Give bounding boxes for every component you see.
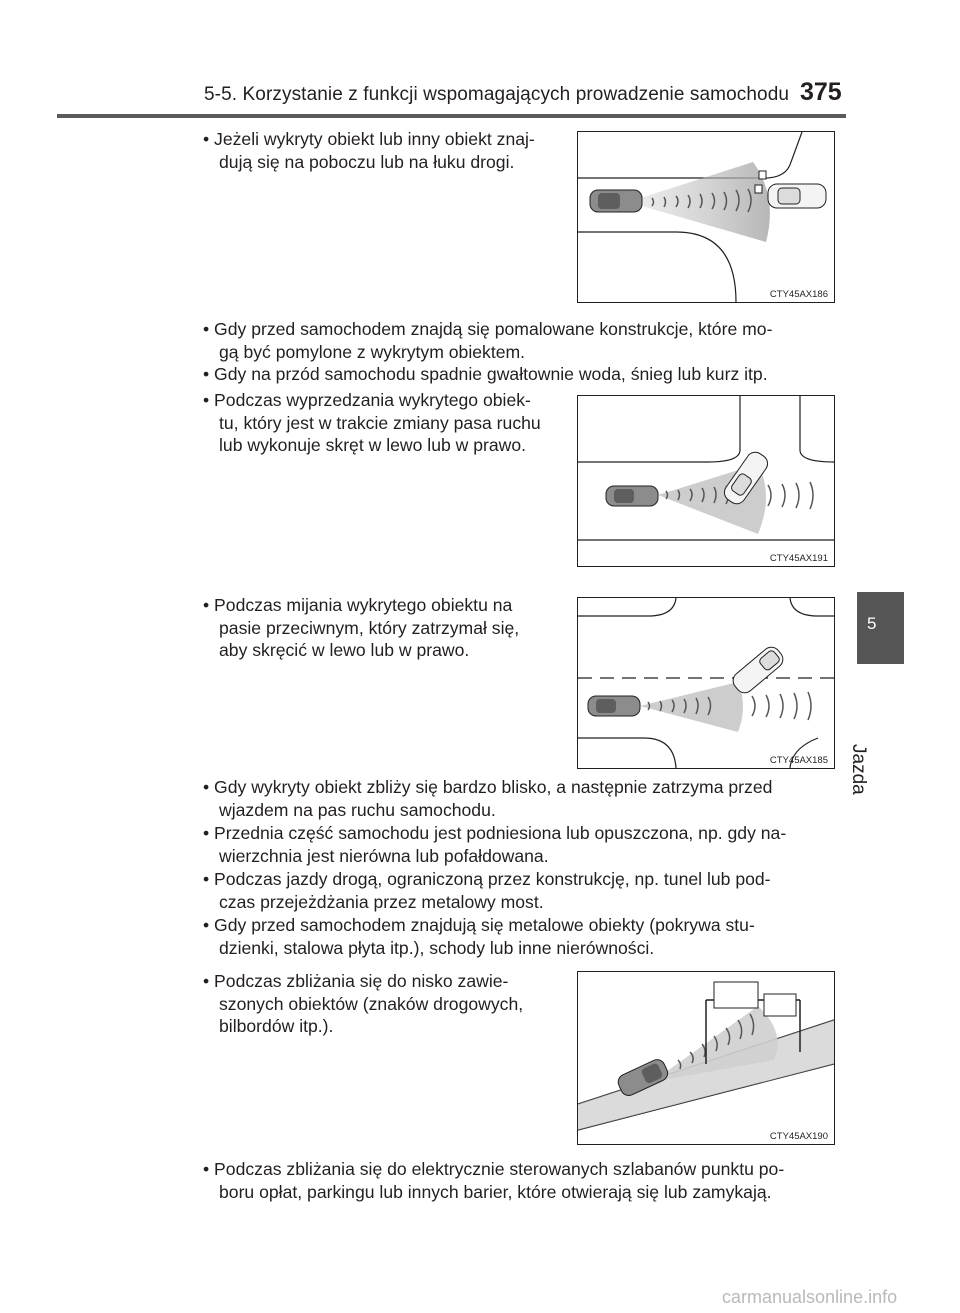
- bullet-line: • Gdy wykryty obiekt zbliży się bardzo blisko, a następnie zatrzyma przed: [203, 777, 773, 797]
- chapter-label-box: [848, 664, 904, 795]
- bullet-line: • Podczas mijania wykrytego obiektu na: [203, 595, 513, 615]
- figure-curve: [577, 131, 835, 303]
- bullet-line: boru opłat, parkingu lub innych barier, które otwierają się lub zamykają.: [219, 1181, 772, 1202]
- bullet-line: dzienki, stalowa płyta itp.), schody lub inne nierówności.: [219, 937, 655, 958]
- header-rule: [57, 114, 846, 118]
- bullet-2: [203, 318, 843, 363]
- bullet-4: [203, 389, 559, 457]
- figure-lane-change-illustration: [578, 396, 834, 566]
- bullet-line: • Gdy przed samochodem znajdą się pomalowane konstrukcje, które mo-: [203, 319, 773, 339]
- page-number: 375: [800, 78, 842, 106]
- bullet-line: bilbordów itp.).: [219, 1016, 334, 1037]
- bullet-line: • Jeżeli wykryty obiekt lub inny obiekt znaj-: [203, 129, 535, 149]
- bullet-line: • Przednia część samochodu jest podniesiona lub opuszczona, np. gdy na-: [203, 823, 787, 843]
- figure-code: CTY45AX190: [769, 1131, 828, 1142]
- section-title: 5-5. Korzystanie z funkcji wspomagających prowadzenie samochodu: [204, 84, 790, 105]
- figure-overhead-sign-illustration: [578, 972, 834, 1144]
- bullet-9: [203, 914, 843, 959]
- bullet-line: • Podczas wyprzedzania wykrytego obiek-: [203, 390, 531, 410]
- bullet-11: [203, 1158, 843, 1203]
- bullet-line: wierzchnia jest nierówna lub pofałdowana.: [219, 845, 549, 866]
- figure-oncoming-turn-illustration: [578, 598, 834, 768]
- bullet-line: szonych obiektów (znaków drogowych,: [219, 993, 524, 1014]
- bullet-line: dują się na poboczu lub na łuku drogi.: [219, 151, 515, 172]
- figure-code: CTY45AX185: [769, 755, 828, 766]
- bullet-line: gą być pomylone z wykrytym obiektem.: [219, 341, 526, 362]
- bullet-5: [203, 594, 559, 662]
- figure-overhead-sign: [577, 971, 835, 1145]
- bullet-line: pasie przeciwnym, który zatrzymał się,: [219, 617, 520, 638]
- bullet-3: [203, 363, 843, 386]
- bullet-10: [203, 970, 559, 1038]
- figure-oncoming-turn: [577, 597, 835, 769]
- bullet-line: • Gdy przed samochodem znajdują się metalowe obiekty (pokrywa stu-: [203, 915, 755, 935]
- bullet-line: tu, który jest w trakcie zmiany pasa ruchu: [219, 412, 541, 433]
- bullet-6: [203, 776, 843, 821]
- figure-code: CTY45AX186: [769, 289, 828, 300]
- bullet-line: aby skręcić w lewo lub w prawo.: [219, 640, 470, 661]
- chapter-number: 5: [867, 614, 877, 633]
- bullet-1: [203, 128, 559, 173]
- bullet-7: [203, 822, 843, 867]
- bullet-line: • Podczas jazdy drogą, ograniczoną przez konstrukcję, np. tunel lub pod-: [203, 869, 771, 889]
- bullet-line: • Gdy na przód samochodu spadnie gwałtownie woda, śnieg lub kurz itp.: [203, 364, 768, 384]
- watermark: carmanualsonline.info: [722, 1287, 898, 1307]
- figure-code: CTY45AX191: [769, 553, 828, 564]
- figure-curve-illustration: [578, 132, 834, 302]
- figure-lane-change: [577, 395, 835, 567]
- bullet-line: czas przejeżdżania przez metalowy most.: [219, 891, 544, 912]
- chapter-tab[interactable]: [857, 592, 904, 664]
- bullet-line: lub wykonuje skręt w lewo lub w prawo.: [219, 435, 527, 456]
- chapter-label: Jazda: [848, 744, 869, 795]
- bullet-8: [203, 868, 843, 913]
- bullet-line: • Podczas zbliżania się do nisko zawie-: [203, 971, 509, 991]
- bullet-line: • Podczas zbliżania się do elektrycznie sterowanych szlabanów punktu po-: [203, 1159, 785, 1179]
- bullet-line: wjazdem na pas ruchu samochodu.: [219, 799, 496, 820]
